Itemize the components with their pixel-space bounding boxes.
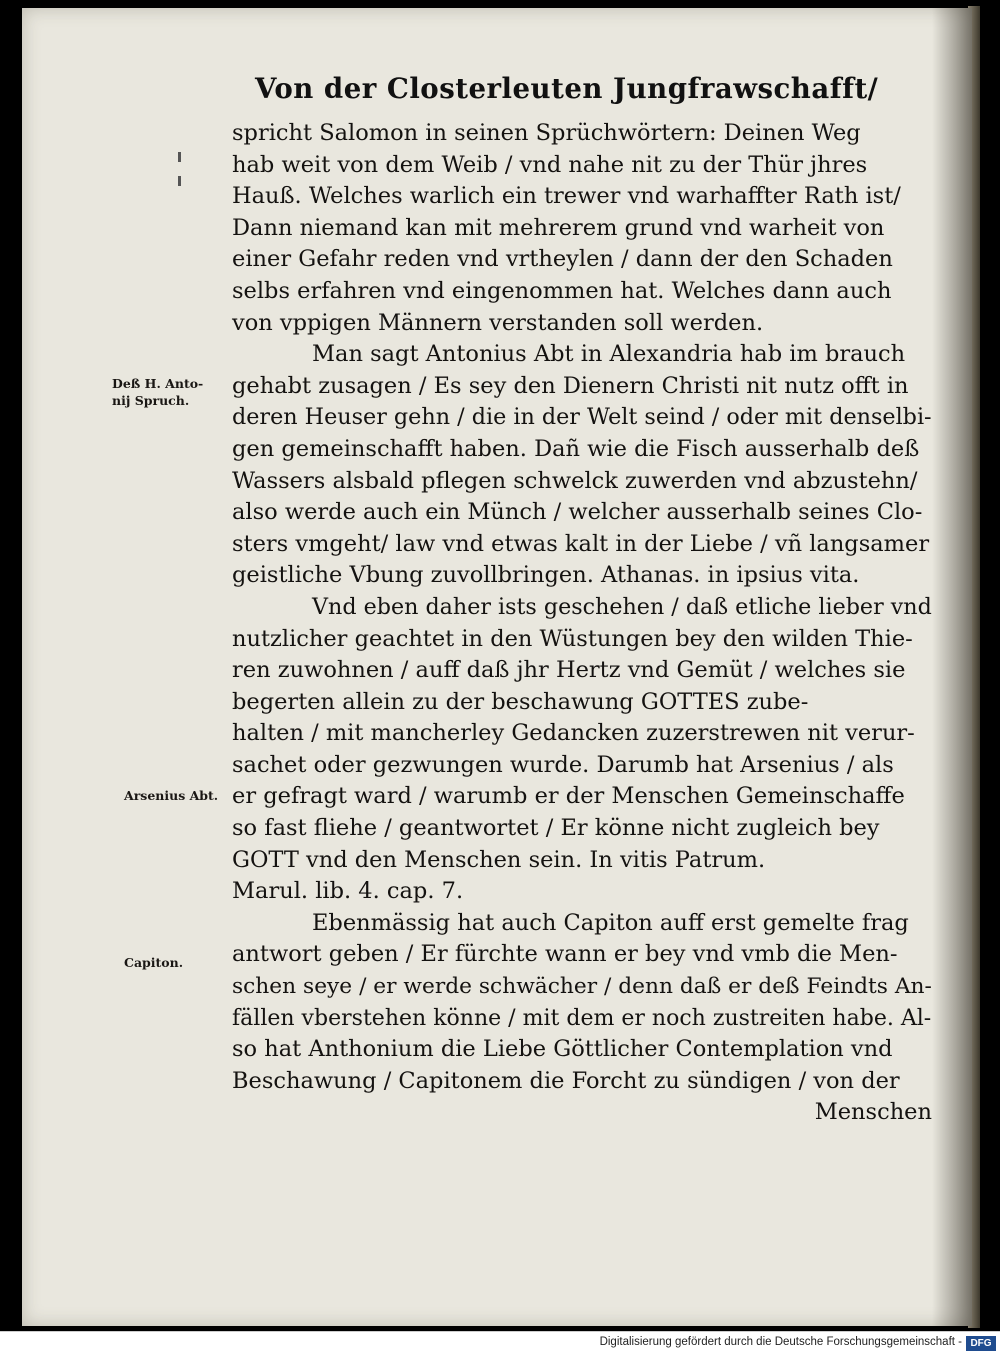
text-line: schen seye / er werde schwächer / denn daß er deß Feindts An- — [232, 974, 932, 1000]
text-line: antwort geben / Er fürchte wann er bey vnd vmb die Men- — [232, 941, 898, 968]
text-line: so fast fliehe / geantwortet / Er könne nicht zugleich bey — [232, 815, 880, 842]
body-text — [232, 118, 932, 1129]
text-line: Man sagt Antonius Abt in Alexandria hab im brauch — [312, 341, 906, 368]
footer-bar — [0, 1331, 1000, 1355]
text-line: gehabt zusagen / Es sey den Dienern Christi nit nutz offt in — [232, 372, 909, 399]
text-line: halten / mit mancherley Gedancken zuzerstrewen nit verur- — [232, 720, 915, 747]
text-line: begerten allein zu der beschawung GOTTES zube- — [232, 688, 809, 715]
text-line: Marul. lib. 4. cap. 7. — [232, 878, 464, 905]
funding-credit: Digitalisierung gefördert durch die Deutsche Forschungsgemeinschaft - — [599, 1336, 962, 1348]
text-line: Vnd eben daher ists geschehen / daß etliche lieber vnd — [312, 593, 932, 620]
text-line: einer Gefahr reden vnd vrtheylen / dann der den Schaden — [232, 246, 893, 273]
text-line: deren Heuser gehn / die in der Welt seind / oder mit denselbi- — [232, 404, 932, 431]
text-line: sachet oder gezwungen wurde. Darumb hat Arsenius / als — [232, 751, 894, 778]
text-line: fällen vberstehen könne / mit dem er noch zustreiten habe. Al- — [232, 1005, 932, 1031]
text-line: nutzlicher geachtet in den Wüstungen bey den wilden Thie- — [232, 625, 913, 652]
text-line: Wassers alsbald pflegen schwelck zuwerden vnd abzustehn/ — [232, 467, 918, 494]
catchword: Menschen — [814, 1099, 932, 1126]
margin-mark — [178, 176, 181, 186]
text-line: sters vmgeht/ law vnd etwas kalt in der Liebe / vñ langsamer — [232, 530, 930, 557]
margin-note-arsenius: Arsenius Abt. — [124, 788, 219, 803]
margin-mark — [178, 152, 181, 162]
text-line: spricht Salomon in seinen Sprüchwörtern: Deinen Weg — [232, 120, 861, 146]
text-line: GOTT vnd den Menschen sein. In vitis Patrum. — [232, 846, 766, 873]
text-line: selbs erfahren vnd eingenommen hat. Welches dann auch — [232, 277, 892, 304]
text-line: hab weit von dem Weib / vnd nahe nit zu der Thür jhres — [232, 151, 868, 178]
text-line: er gefragt ward / warumb er der Menschen Gemeinschaffe — [232, 783, 905, 810]
running-head: Von der Closterleuten Jungfrawschafft/ — [255, 72, 879, 105]
dfg-logo: DFG — [966, 1336, 996, 1351]
text-line: so hat Anthonium die Liebe Göttlicher Contemplation vnd — [232, 1036, 893, 1063]
text-line: von vppigen Männern verstanden soll werden. — [232, 309, 764, 336]
margin-note-antonius — [112, 375, 203, 409]
text-line: Ebenmässig hat auch Capiton auff erst gemelte frag — [312, 909, 909, 936]
text-line: geistliche Vbung zuvollbringen. Athanas. in ipsius vita. — [232, 562, 860, 589]
margin-note-line: Deß H. Anto- — [112, 376, 204, 391]
text-line: Beschawung / Capitonem die Forcht zu sündigen / von der — [232, 1067, 900, 1094]
margin-note-line: nij Spruch. — [112, 393, 190, 408]
text-line: Hauß. Welches warlich ein trewer vnd warhaffter Rath ist/ — [232, 183, 901, 210]
text-line: also werde auch ein Münch / welcher ausserhalb seines Clo- — [232, 499, 923, 526]
gutter-shadow — [932, 8, 972, 1326]
text-line: gen gemeinschafft haben. Dañ wie die Fisch ausserhalb deß — [232, 435, 920, 462]
text-line: ren zuwohnen / auff daß jhr Hertz vnd Gemüt / welches sie — [232, 657, 906, 684]
margin-note-capiton: Capiton. — [124, 955, 184, 970]
text-line: Dann niemand kan mit mehrerem grund vnd warheit von — [232, 214, 885, 241]
